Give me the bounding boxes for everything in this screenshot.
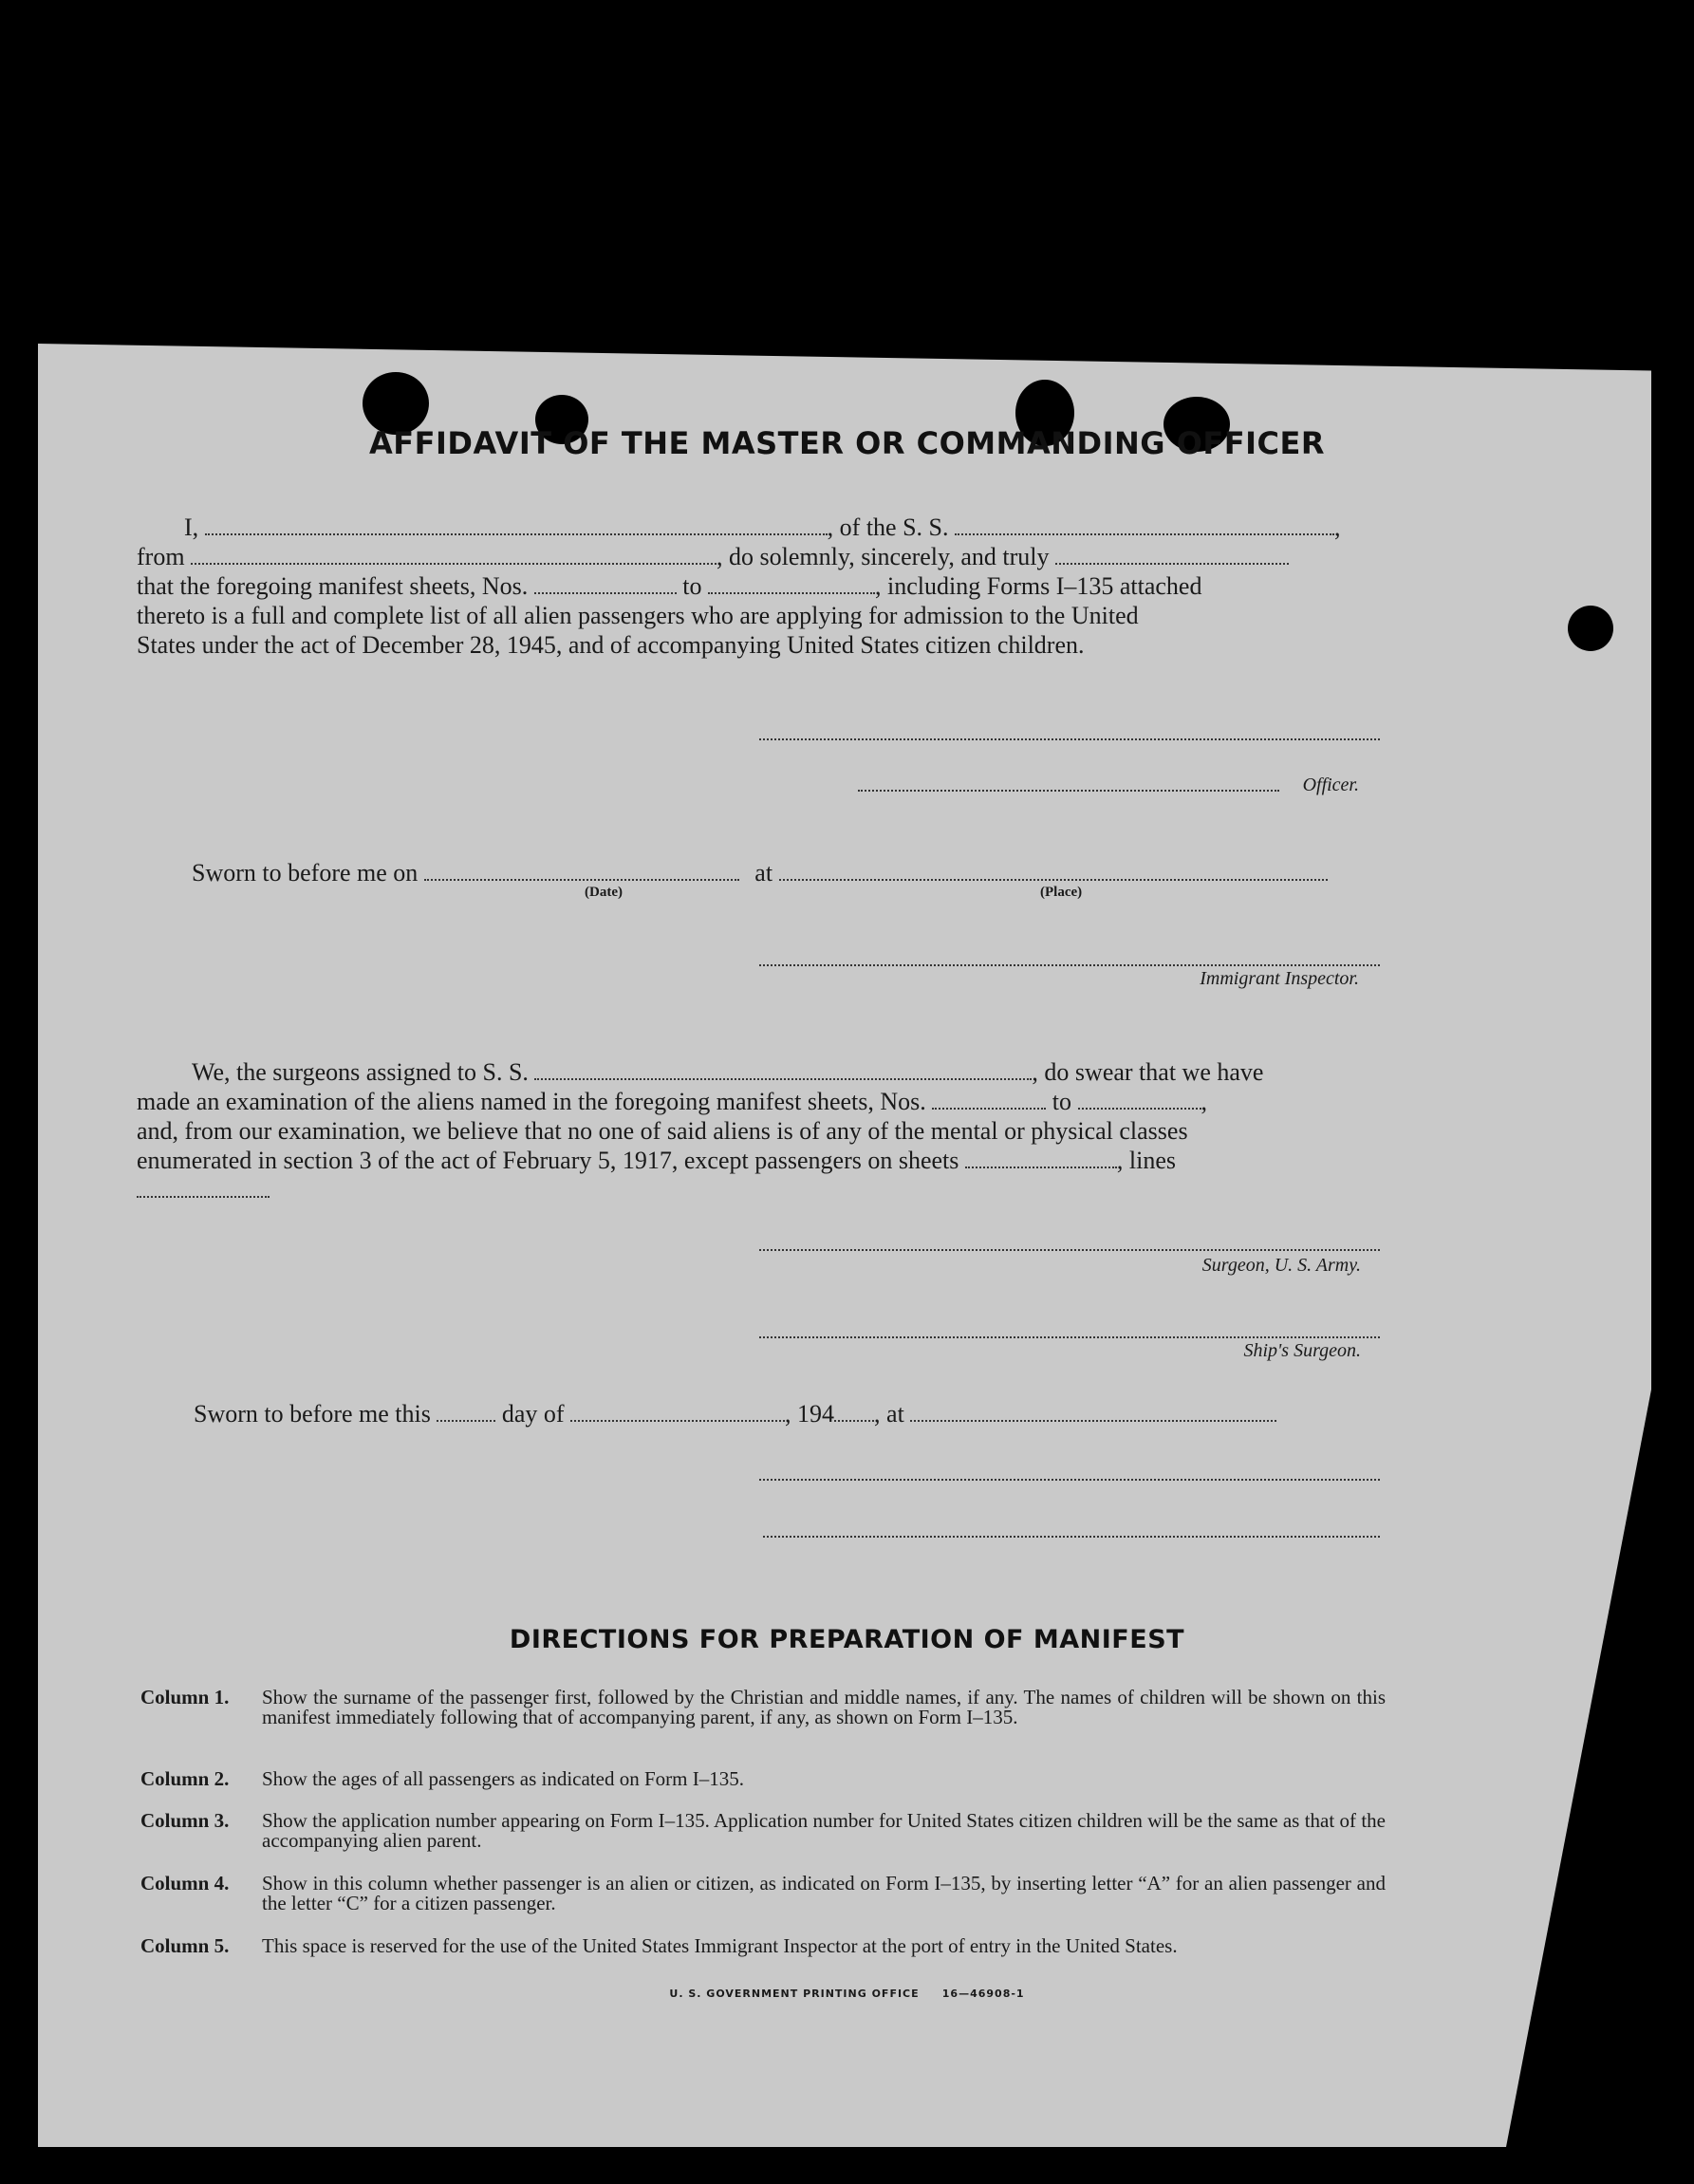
- master-affidavit: I, , of the S. S. , from , do solemnly, sincerely, and truly that the foregoing manifest sheets, Nos. to , including Forms I–135 attached thereto is a full and complete list of all alien passengers who are applying for admission to the United States under the act of December 28, 1945, and of accompanying United States citizen children.: [137, 513, 1382, 660]
- affidavit-line-5: States under the act of December 28, 1945, and of accompanying United States citizen children.: [137, 631, 1085, 659]
- direction-column-2: Column 2. Show the ages of all passengers as indicated on Form I–135.: [140, 1767, 744, 1790]
- date-caption: (Date): [585, 885, 623, 900]
- affidavit-line-4: thereto is a full and complete list of all alien passengers who are applying for admission to the United: [137, 602, 1139, 629]
- army-surgeon-signature-line: [759, 1247, 1380, 1251]
- inspector-signature-line: [759, 962, 1380, 966]
- sworn-before-2: Sworn to before me this day of , 194 , at: [194, 1399, 1382, 1428]
- ship-surgeon-label: Ship's Surgeon.: [1243, 1340, 1361, 1361]
- direction-column-3: Column 3. Show the application number appearing on Form I–135. Application number for United States citizen children will be the same as that of the accompanying alien parent.: [140, 1809, 1386, 1852]
- sworn-signature-line-1: [759, 1477, 1380, 1481]
- ship-surgeon-signature-line: [759, 1335, 1380, 1338]
- army-surgeon-label: Surgeon, U. S. Army.: [1201, 1255, 1361, 1276]
- inspector-label: Immigrant Inspector.: [1200, 968, 1359, 989]
- punch-hole-right-bottom: [1572, 1828, 1617, 1874]
- direction-column-5: Column 5. This space is reserved for the use of the United States Immigrant Inspector at the port of entry in the United States.: [140, 1934, 1178, 1957]
- place-caption: (Place): [1040, 885, 1083, 900]
- printing-office-footer: U. S. GOVERNMENT PRINTING OFFICE 16—46908-1: [669, 1988, 1025, 2000]
- form-title: AFFIDAVIT OF THE MASTER OR COMMANDING OFFICER: [369, 425, 1325, 461]
- direction-column-1: Column 1. Show the surname of the passenger first, followed by the Christian and middle names, if any. The names of children will be shown on this manifest immediately following that of accompanying parent, if any, as shown on Form I–135.: [140, 1686, 1386, 1728]
- punch-hole-right-top: [1568, 606, 1613, 651]
- sworn-before-1: Sworn to before me on at: [192, 858, 1382, 887]
- direction-column-4: Column 4. Show in this column whether passenger is an alien or citizen, as indicated on Form I–135, by inserting letter “A” for an alien passenger and the letter “C” for a citizen passenger.: [140, 1872, 1386, 1914]
- sworn-signature-line-2: [763, 1534, 1380, 1538]
- officer-label: Officer.: [1302, 775, 1359, 795]
- officer-signature-line-1: [759, 737, 1380, 740]
- surgeons-affidavit: We, the surgeons assigned to S. S. , do swear that we have made an examination of the aliens named in the foregoing manifest sheets, Nos. to , and, from our examination, we believe that no one of said aliens is of any of the mental or physical classes enumerated in section 3 of the act of February 5, 1917, except passengers on sheets , lines: [137, 1057, 1382, 1204]
- directions-title: DIRECTIONS FOR PREPARATION OF MANIFEST: [509, 1625, 1185, 1654]
- surgeons-line-3: and, from our examination, we believe that no one of said aliens is of any of the mental or physical classes: [137, 1117, 1188, 1145]
